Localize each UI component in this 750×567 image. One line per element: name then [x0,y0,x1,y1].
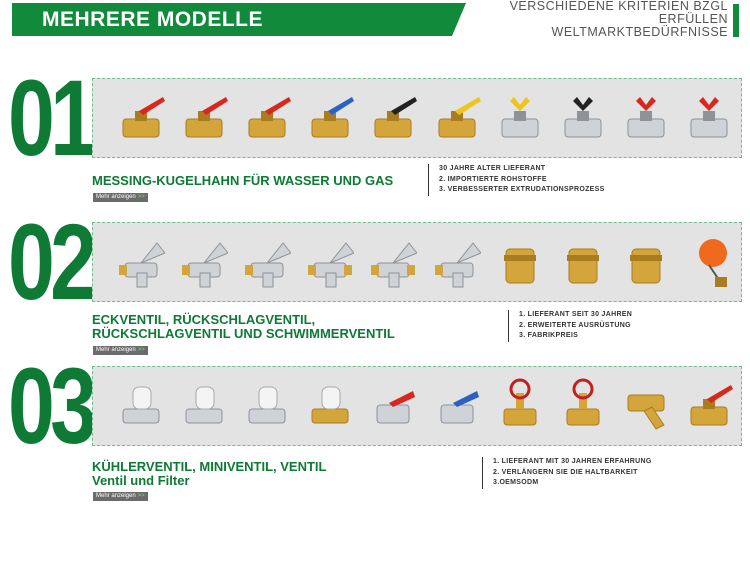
feature-item: 3. VERBESSERTER EXTRUDATIONSPROZESS [439,186,605,193]
check-valve-image [496,233,544,291]
ball-valve-red-butterfly-image [622,89,670,147]
feature-item: 2. IMPORTIERTE ROHSTOFFE [439,175,547,183]
angle-valve-double-image [369,233,417,291]
ball-valve-red-lever-image [180,89,228,147]
tagline-line: VERSCHIEDENE KRITERIEN BZGL [509,0,728,13]
ball-valve-red-butterfly-image [685,89,733,147]
more-button[interactable] [93,346,148,355]
section-title-line: ECKVENTIL, RÜCKSCHLAGVENTIL, [92,312,316,327]
product-row [117,85,733,151]
ball-valve-black-lever-image [369,89,417,147]
arrow-icon: >> [137,194,145,200]
more-label: Mehr anzeigen [96,194,136,200]
header-tagline [510,0,728,39]
radiator-valve-image [243,377,291,435]
section-number: 02 [8,201,93,322]
section-subtitle: Ventil und Filter [92,473,190,488]
angle-valve-image [243,233,291,291]
ball-valve-red-lever-image [243,89,291,147]
product-panel[interactable] [92,222,742,302]
feature-list [482,457,652,489]
feature-item: 1. LIEFERANT SEIT 30 JAHREN [519,311,633,318]
radiator-valve-image [117,377,165,435]
feature-item: 2. VERLÄNGERN SIE DIE HALTBARKEIT [493,468,638,476]
feature-item: 3.OEMSODM [493,479,539,486]
more-label: Mehr anzeigen [96,493,136,499]
radiator-valve-brass-image [306,377,354,435]
tagline-line: WELTMARKTBEDÜRFNISSE [551,25,728,39]
mini-valve-red-image [369,377,417,435]
section-title [92,313,395,341]
section-title-line: RÜCKSCHLAGVENTIL UND SCHWIMMERVENTIL [92,326,395,341]
feature-item: 3. FABRIKPREIS [519,332,579,339]
ball-valve-yellow-butterfly-image [496,89,544,147]
float-valve-image [685,233,733,291]
header-banner [12,3,466,36]
mini-valve-blue-image [433,377,481,435]
check-valve-image [622,233,670,291]
section-title [92,460,327,474]
section-title-line: MESSING-KUGELHAHN FÜR WASSER UND GAS [92,173,394,188]
section-title-line: KÜHLERVENTIL, MINIVENTIL, VENTIL [92,459,327,474]
section-number: 01 [8,57,93,178]
product-row [117,229,733,295]
angle-valve-double-image [306,233,354,291]
section-number: 03 [8,345,93,466]
ball-valve-yellow-lever-image [433,89,481,147]
more-label: Mehr anzeigen [96,347,136,353]
gate-valve-image [496,377,544,435]
product-panel[interactable] [92,366,742,446]
ball-valve-red-lever-image [117,89,165,147]
y-strainer-image [622,377,670,435]
arrow-icon: >> [137,493,145,499]
feature-list [508,310,632,342]
section-title [92,174,393,188]
angle-valve-image [117,233,165,291]
tagline-line: ERFÜLLEN [658,12,728,26]
header-accent-bar [733,4,739,37]
radiator-valve-image [180,377,228,435]
more-button[interactable] [93,492,148,501]
page-title: MEHRERE MODELLE [42,8,264,31]
ball-valve-blue-lever-image [306,89,354,147]
check-valve-image [559,233,607,291]
gate-valve-image [559,377,607,435]
feature-item: 30 JAHRE ALTER LIEFERANT [439,165,546,172]
feature-item: 1. LIEFERANT MIT 30 JAHREN ERFAHRUNG [493,458,652,465]
ball-valve-black-butterfly-image [559,89,607,147]
feature-list [428,164,605,196]
arrow-icon: >> [137,347,145,353]
product-row [117,373,733,439]
feature-item: 2. ERWEITERTE AUSRÜSTUNG [519,321,631,329]
ball-valve-red-lever-image [685,377,733,435]
angle-valve-image [180,233,228,291]
product-panel[interactable] [92,78,742,158]
angle-valve-image [433,233,481,291]
more-button[interactable] [93,193,148,202]
